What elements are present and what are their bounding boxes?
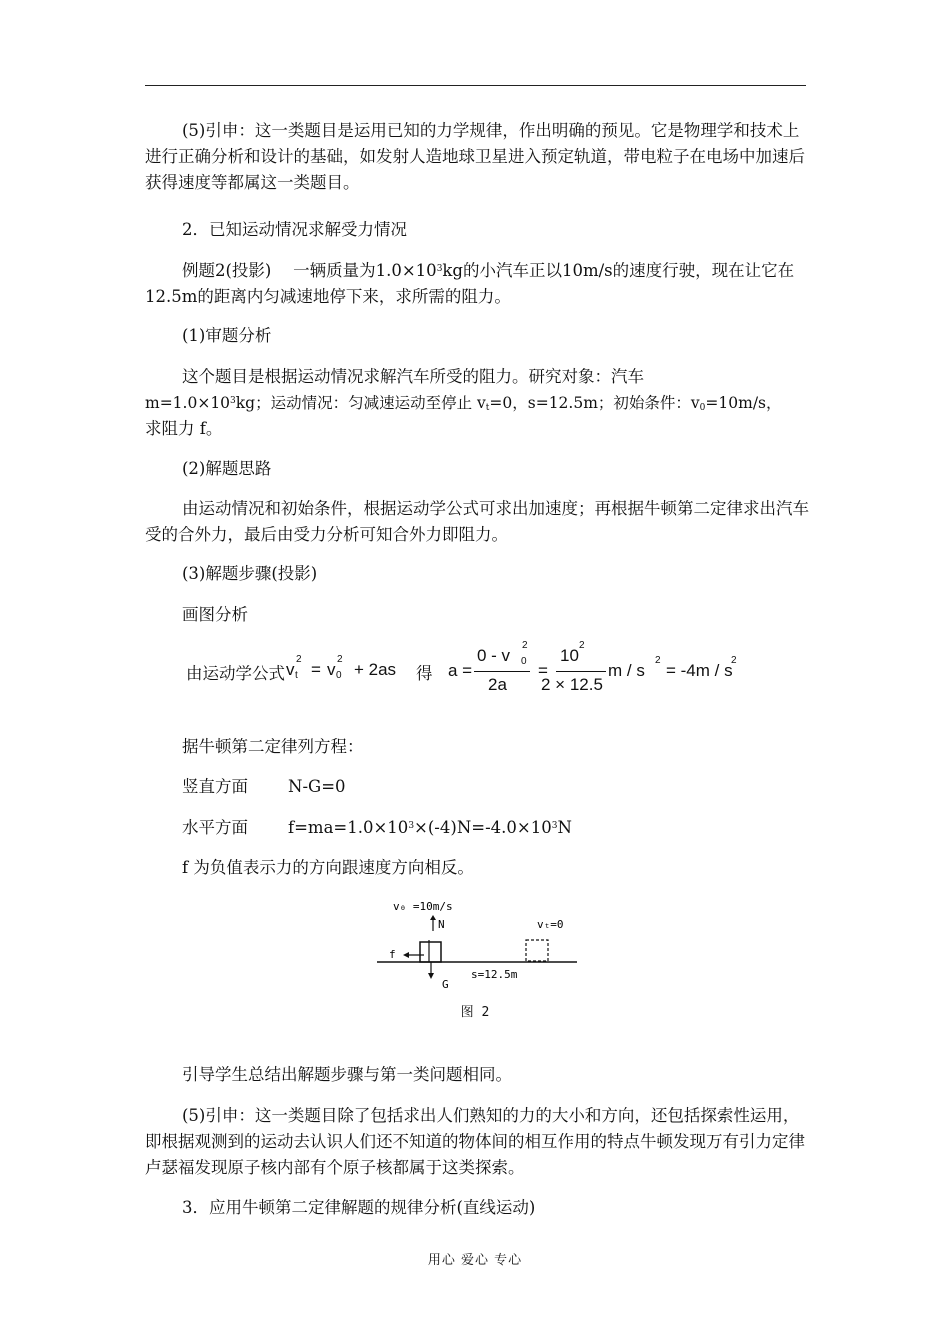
analysis-line-3: 求阻力 f。	[145, 419, 223, 438]
newton-equation-label: 据牛顿第二定律列方程：	[182, 737, 364, 756]
analysis-line-2: $m=1.0\times 10^3kg$；运动情况：匀减速运动至停止 $v_t=0$，s=12.5m；初始条件：$v_0=10m/s$，	[145, 394, 782, 413]
analysis-line-1: 这个题目是根据运动情况求解汽车所受的阻力。研究对象：汽车	[182, 367, 644, 386]
horizontal-equation: $f=ma=1.0\times 10^3\times(-4)N=-4.0\times 10^3N$	[288, 818, 572, 837]
formula-num2-sup: 2	[579, 640, 585, 651]
formula-num1-sup: 2	[522, 640, 528, 651]
formula-num1-sub: 0	[521, 656, 527, 667]
formula-v0-sub: 0	[336, 670, 342, 681]
formula-prefix: 由运动学公式	[186, 664, 285, 683]
fig-normal-force-arrowhead	[430, 915, 436, 920]
fig-f-label: f	[389, 948, 396, 961]
formula-unit: m / s	[608, 661, 645, 680]
formula-result-sup: 2	[731, 655, 737, 666]
example-2-text: 例题2(投影) 一辆质量为$1.0\times 10^3kg$的小汽车正以10m/s的速度行驶，现在让它在12.5m的距离内匀减速地停下来，求所需的阻力。	[145, 261, 795, 306]
formula-unit-sup: 2	[655, 655, 661, 666]
formula-v0-sup: 2	[337, 654, 343, 665]
guide-students-text: 引导学生总结出解题步骤与第一类问题相同。	[182, 1065, 512, 1084]
header-rule	[145, 85, 806, 86]
formula-plus-2as: + 2as	[354, 660, 397, 679]
formula-numerator-2: 10	[560, 646, 579, 665]
negative-sign-note: f 为负值表示力的方向跟速度方向相反。	[182, 858, 474, 877]
formula-denominator-1: 2a	[488, 675, 507, 694]
paragraph-extension-1: (5)引申：这一类题目是运用已知的力学规律，作出明确的预见。它是物理学和技术上进行正确分析和设计的基础，如发射人造地球卫星进入预定轨道，带电粒子在电场中加速后获得速度等都属这一类题目。	[145, 121, 805, 192]
page-footer: 用心 爱心 专心	[427, 1253, 523, 1268]
formula-v-sup-2: 2	[296, 654, 302, 665]
fig-car-box	[420, 942, 441, 962]
figure-2-caption: 图 2	[460, 1005, 490, 1020]
steps-heading: (3)解题步骤(投影)	[182, 564, 318, 583]
section-3-heading: 3．应用牛顿第二定律解题的规律分析(直线运动)	[182, 1198, 536, 1217]
fig-car-stopped-box	[526, 940, 548, 961]
fig-distance-label: s=12.5m	[471, 968, 518, 981]
fig-gravity-arrowhead	[428, 973, 434, 979]
formula-a-equals: a =	[448, 661, 473, 680]
fraction-bar-2	[556, 671, 606, 672]
fig-vt-label: vₜ=0	[537, 918, 564, 931]
vertical-direction-label: 竖直方面	[182, 777, 248, 796]
draw-analysis-label: 画图分析	[182, 605, 248, 624]
section-2-heading: 2．已知运动情况求解受力情况	[182, 220, 407, 239]
formula-equals-1: =	[311, 660, 321, 679]
formula-de: 得	[416, 664, 433, 683]
formula-result: = -4m / s	[666, 661, 733, 680]
formula-v-sub-t: t	[295, 670, 298, 681]
idea-heading: (2)解题思路	[182, 459, 272, 478]
fig-friction-arrowhead	[403, 952, 409, 958]
formula-denominator-2: 2 × 12.5	[541, 675, 603, 694]
formula-v: v	[286, 660, 295, 679]
horizontal-direction-label: 水平方面	[182, 818, 248, 837]
vertical-equation: N-G=0	[288, 777, 346, 796]
kinematics-formula	[180, 640, 780, 702]
fraction-bar-1	[474, 671, 530, 672]
formula-numerator-1: 0 - v	[477, 646, 511, 665]
formula-v0: v	[327, 660, 336, 679]
formula-equals-2: =	[538, 661, 548, 680]
fig-v0-label: v₀ =10m/s	[393, 900, 453, 913]
fig-N-label: N	[438, 918, 445, 931]
fig-G-label: G	[442, 978, 449, 991]
analysis-heading: (1)审题分析	[182, 326, 272, 345]
paragraph-extension-2: (5)引申：这一类题目除了包括求出人们熟知的力的大小和方向，还包括探索性运用，即根据观测到的运动去认识人们还不知道的物体间的相互作用的特点牛顿发现万有引力定律卢瑟福发现原子核内部有个原子核都属于这类探索。	[145, 1106, 805, 1177]
idea-text: 由运动情况和初始条件，根据运动学公式可求出加速度；再根据牛顿第二定律求出汽车受的合外力，最后由受力分析可知合外力即阻力。	[145, 499, 809, 544]
